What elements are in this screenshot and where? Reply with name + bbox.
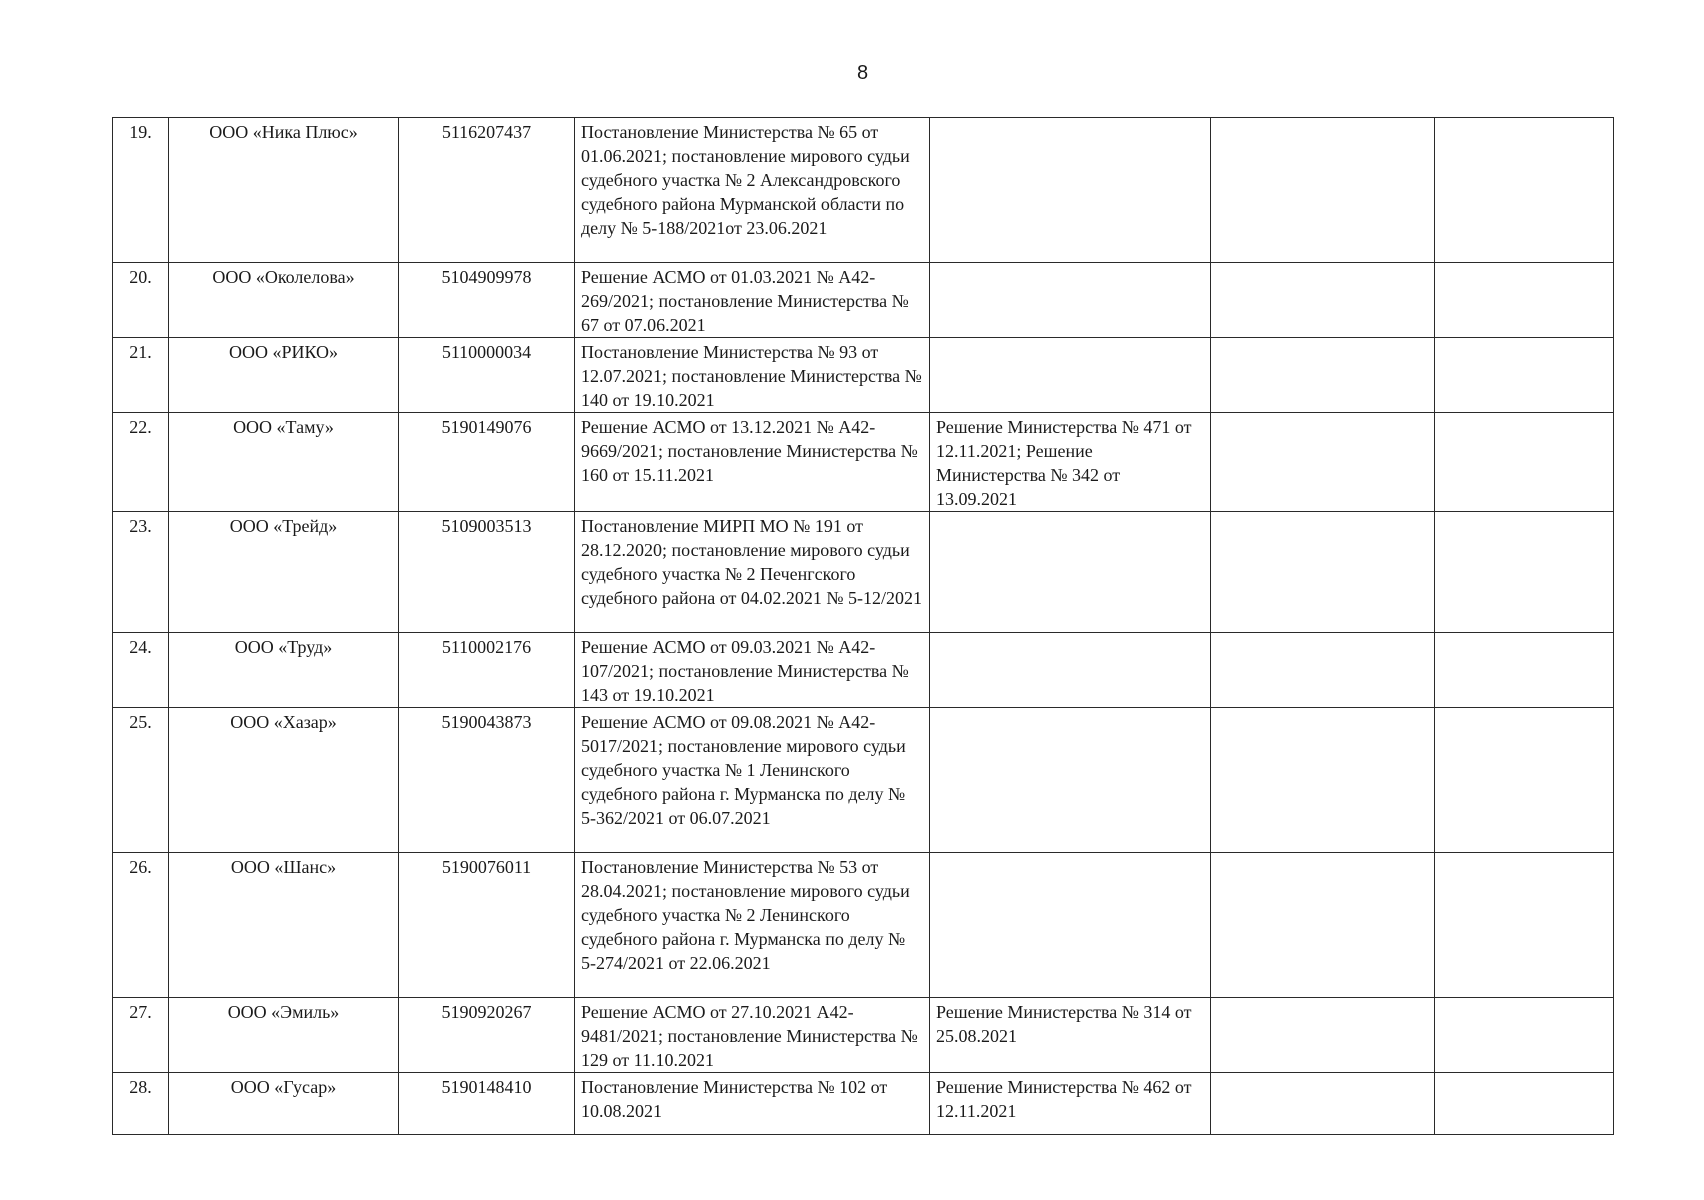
- table-row: [113, 338, 1614, 413]
- documents-cell: Постановление Министерства № 102 от 10.08.2021: [575, 1073, 930, 1135]
- empty-cell: [1211, 118, 1435, 263]
- inn-value: 5190920267: [399, 998, 575, 1073]
- table-row: [113, 853, 1614, 998]
- inn-value: 5190149076: [399, 413, 575, 512]
- inn-value: 5109003513: [399, 512, 575, 633]
- documents-cell: Решение АСМО от 27.10.2021 А42-9481/2021; постановление Министерства № 129 от 11.10.2021: [575, 998, 930, 1073]
- table-row: [113, 708, 1614, 853]
- empty-cell: [1211, 708, 1435, 853]
- empty-cell: [1435, 853, 1614, 998]
- decisions-cell: [930, 633, 1211, 708]
- documents-cell: Постановление Министерства № 93 от 12.07.2021; постановление Министерства № 140 от 19.10.2021: [575, 338, 930, 413]
- documents-cell: Постановление Министерства № 65 от 01.06.2021; постановление мирового судьи судебного участка № 2 Александровского судебного района Мурманской области по делу № 5-188/2021от 23.06.2021: [575, 118, 930, 263]
- organization-name: ООО «Труд»: [169, 633, 399, 708]
- inn-value: 5110002176: [399, 633, 575, 708]
- organization-name: ООО «Шанс»: [169, 853, 399, 998]
- documents-cell: Постановление МИРП МО № 191 от 28.12.2020; постановление мирового судьи судебного участка № 2 Печенгского судебного района от 04.02.2021 № 5-12/2021: [575, 512, 930, 633]
- row-number: 27.: [113, 998, 169, 1073]
- inn-value: 5104909978: [399, 263, 575, 338]
- empty-cell: [1435, 338, 1614, 413]
- organization-name: ООО «Хазар»: [169, 708, 399, 853]
- registry-table: [112, 117, 1614, 1135]
- empty-cell: [1211, 512, 1435, 633]
- documents-cell: Решение АСМО от 13.12.2021 № А42-9669/2021; постановление Министерства № 160 от 15.11.2021: [575, 413, 930, 512]
- row-number: 21.: [113, 338, 169, 413]
- empty-cell: [1435, 263, 1614, 338]
- decisions-cell: Решение Министерства № 314 от 25.08.2021: [930, 998, 1211, 1073]
- organization-name: ООО «РИКО»: [169, 338, 399, 413]
- empty-cell: [1211, 1073, 1435, 1135]
- organization-name: ООО «Таму»: [169, 413, 399, 512]
- inn-value: 5110000034: [399, 338, 575, 413]
- decisions-cell: [930, 338, 1211, 413]
- documents-cell: Решение АСМО от 09.08.2021 № А42-5017/2021; постановление мирового судьи судебного участка № 1 Ленинского судебного района г. Мурманска по делу № 5-362/2021 от 06.07.2021: [575, 708, 930, 853]
- row-number: 19.: [113, 118, 169, 263]
- row-number: 23.: [113, 512, 169, 633]
- decisions-cell: [930, 118, 1211, 263]
- decisions-cell: Решение Министерства № 471 от 12.11.2021; Решение Министерства № 342 от 13.09.2021: [930, 413, 1211, 512]
- documents-cell: Решение АСМО от 09.03.2021 № А42-107/2021; постановление Министерства № 143 от 19.10.2021: [575, 633, 930, 708]
- decisions-cell: [930, 512, 1211, 633]
- table-body: [113, 118, 1614, 1135]
- row-number: 20.: [113, 263, 169, 338]
- empty-cell: [1211, 853, 1435, 998]
- inn-value: 5190043873: [399, 708, 575, 853]
- decisions-cell: [930, 263, 1211, 338]
- documents-cell: Постановление Министерства № 53 от 28.04.2021; постановление мирового судьи судебного участка № 2 Ленинского судебного района г. Мурманска по делу № 5-274/2021 от 22.06.2021: [575, 853, 930, 998]
- empty-cell: [1211, 413, 1435, 512]
- organization-name: ООО «Эмиль»: [169, 998, 399, 1073]
- row-number: 25.: [113, 708, 169, 853]
- row-number: 28.: [113, 1073, 169, 1135]
- table-row: [113, 263, 1614, 338]
- decisions-cell: Решение Министерства № 462 от 12.11.2021: [930, 1073, 1211, 1135]
- empty-cell: [1211, 998, 1435, 1073]
- documents-cell: Решение АСМО от 01.03.2021 № А42-269/2021; постановление Министерства № 67 от 07.06.2021: [575, 263, 930, 338]
- table-row: [113, 998, 1614, 1073]
- empty-cell: [1435, 998, 1614, 1073]
- empty-cell: [1435, 118, 1614, 263]
- row-number: 24.: [113, 633, 169, 708]
- empty-cell: [1211, 338, 1435, 413]
- empty-cell: [1211, 263, 1435, 338]
- inn-value: 5190076011: [399, 853, 575, 998]
- row-number: 22.: [113, 413, 169, 512]
- organization-name: ООО «Гусар»: [169, 1073, 399, 1135]
- table-row: [113, 512, 1614, 633]
- empty-cell: [1211, 633, 1435, 708]
- table-row: [113, 413, 1614, 512]
- empty-cell: [1435, 708, 1614, 853]
- inn-value: 5190148410: [399, 1073, 575, 1135]
- empty-cell: [1435, 633, 1614, 708]
- organization-name: ООО «Ника Плюс»: [169, 118, 399, 263]
- organization-name: ООО «Околелова»: [169, 263, 399, 338]
- table-row: [113, 118, 1614, 263]
- table-row: [113, 633, 1614, 708]
- table-row: [113, 1073, 1614, 1135]
- decisions-cell: [930, 708, 1211, 853]
- decisions-cell: [930, 853, 1211, 998]
- inn-value: 5116207437: [399, 118, 575, 263]
- empty-cell: [1435, 512, 1614, 633]
- organization-name: ООО «Трейд»: [169, 512, 399, 633]
- empty-cell: [1435, 413, 1614, 512]
- page-number: 8: [856, 62, 869, 84]
- empty-cell: [1435, 1073, 1614, 1135]
- row-number: 26.: [113, 853, 169, 998]
